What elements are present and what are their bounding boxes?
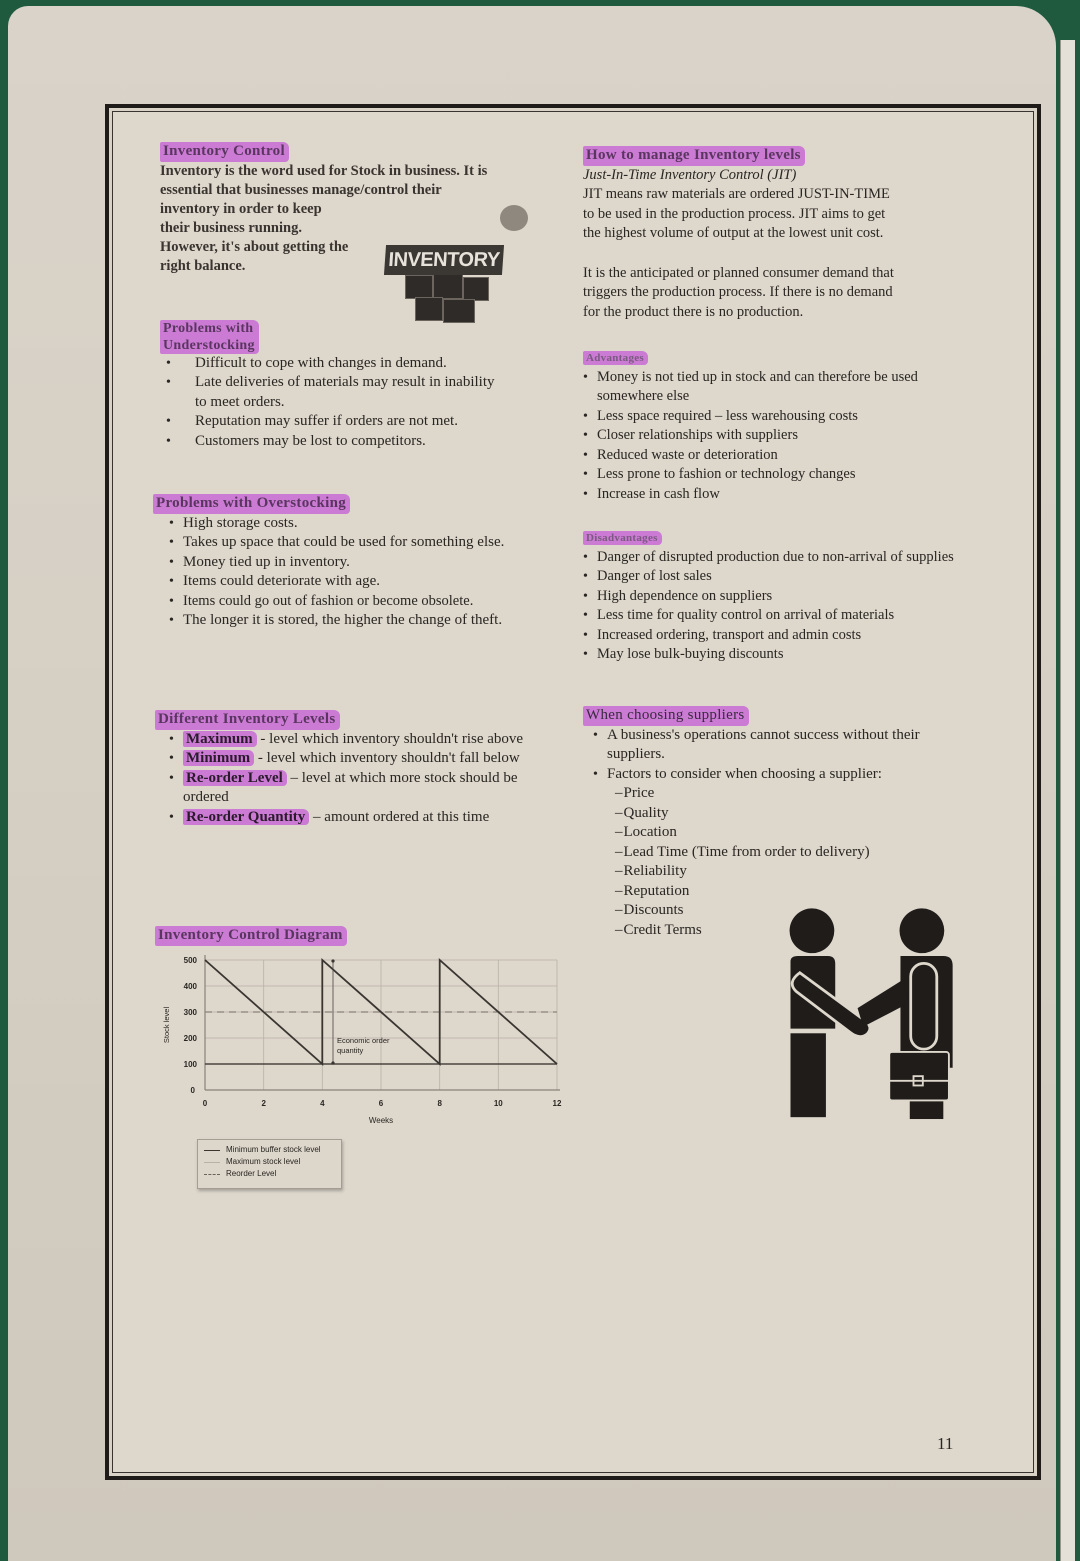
term-desc: - level which inventory shouldn't rise above: [256, 730, 524, 747]
figure-icon: [500, 205, 528, 231]
svg-text:0: 0: [202, 1099, 208, 1108]
list-item: • Items could deteriorate with age.: [169, 572, 519, 592]
legend-label: Minimum buffer stock level: [226, 1145, 321, 1154]
term-minimum: Minimum: [183, 750, 254, 766]
para-line: triggers the production process. If there is no demand: [583, 284, 893, 300]
crate-icon: [405, 275, 433, 299]
title-line: Problems with: [163, 321, 254, 336]
section-disadvantages: [583, 528, 963, 665]
section-advantages: [583, 348, 963, 504]
inventory-image: [385, 225, 505, 325]
eoq-label-2: quantity: [337, 1046, 364, 1055]
para-line: to be used in the production process. JIT aims to get: [583, 205, 886, 222]
svg-text:400: 400: [183, 982, 197, 991]
chart-svg: [155, 945, 575, 1135]
factor-item: – Location: [615, 823, 963, 843]
crate-icon: [415, 297, 443, 321]
inventory-levels-list: [155, 730, 524, 828]
advantages-list: [583, 368, 943, 505]
body-line: However, it's about getting the: [160, 238, 349, 255]
list-item: • Closer relationships with suppliers: [583, 426, 943, 446]
section-title-inventory-levels: Different Inventory Levels: [155, 710, 340, 730]
legend-swatch-dashed: [204, 1174, 220, 1175]
factor-item: – Price: [615, 784, 963, 804]
factor-item: – Quality: [615, 804, 963, 824]
section-title-advantages: Advantages: [583, 351, 648, 365]
legend-item: [204, 1144, 335, 1156]
svg-text:2: 2: [261, 1099, 266, 1108]
list-item: [169, 730, 524, 750]
section-title-disadvantages: Disadvantages: [583, 531, 662, 545]
legend-swatch-solid: [204, 1150, 220, 1151]
para-line: for the product there is no production.: [583, 303, 804, 320]
list-item: • Difficult to cope with changes in demand.: [160, 354, 545, 374]
factor-item: – Credit Terms: [615, 921, 963, 941]
factor-item: – Reliability: [615, 862, 963, 882]
factor-item: – Discounts: [615, 901, 963, 921]
para-line: It is the anticipated or planned consumer demand that: [583, 264, 894, 281]
list-item: • Less time for quality control on arrival of materials: [583, 606, 958, 626]
svg-text:4: 4: [320, 1099, 325, 1108]
list-item: • Less space required – less warehousing costs: [583, 407, 943, 427]
legend-item: [204, 1156, 335, 1168]
legend-swatch-light: [204, 1162, 220, 1163]
section-understocking: [160, 320, 545, 451]
x-axis-label: Weeks: [368, 1116, 394, 1125]
body-line: right balance.: [160, 257, 246, 274]
inventory-control-chart: [155, 945, 575, 1135]
list-item: • Reduced waste or deterioration: [583, 446, 943, 466]
overstocking-list: [153, 514, 519, 631]
list-item: • Increased ordering, transport and admin costs: [583, 626, 958, 646]
list-item: • High storage costs.: [169, 514, 519, 534]
handshake-icon: [770, 895, 975, 1125]
jit-para-1: [583, 185, 963, 244]
svg-text:6: 6: [378, 1099, 384, 1108]
term-reorder-quantity: Re-order Quantity: [183, 809, 309, 825]
list-item: • Reputation may suffer if orders are not met.: [160, 412, 545, 432]
svg-text:10: 10: [493, 1099, 503, 1108]
svg-text:200: 200: [183, 1034, 197, 1043]
list-item: • Money is not tied up in stock and can therefore be used somewhere else: [583, 368, 943, 407]
chart-legend: [197, 1139, 342, 1189]
section-title-overstocking: Problems with Overstocking: [153, 494, 350, 514]
body-line: essential that businesses manage/control their: [160, 181, 442, 198]
legend-label: Maximum stock level: [226, 1157, 301, 1166]
suppliers-list: [583, 726, 938, 785]
list-item: • High dependence on suppliers: [583, 587, 958, 607]
svg-text:12: 12: [552, 1099, 562, 1108]
section-title-manage-inventory: How to manage Inventory levels: [583, 146, 805, 166]
list-item: [169, 769, 524, 808]
title-line: Understocking: [163, 338, 255, 353]
x-tick-labels: [203, 1099, 562, 1108]
list-item: • Danger of disrupted production due to non-arrival of supplies: [583, 548, 958, 568]
list-item: • Factors to consider when choosing a supplier:: [593, 765, 938, 785]
list-item: • Customers may be lost to competitors.: [160, 432, 545, 452]
para-line: JIT means raw materials are ordered JUST-IN-TIME: [583, 186, 890, 202]
page-number: 11: [937, 1434, 954, 1453]
svg-text:0: 0: [190, 1086, 195, 1095]
understocking-list: [160, 354, 545, 452]
term-desc: – level at which more stock should be ordered: [183, 769, 518, 805]
list-item: • Danger of lost sales: [583, 567, 958, 587]
crate-icon: [463, 277, 489, 301]
para-line: the highest volume of output at the lowest unit cost.: [583, 225, 884, 241]
crate-icon: [433, 271, 463, 299]
section-title-understocking: [160, 320, 259, 354]
factor-item: – Reputation: [615, 882, 963, 902]
svg-text:300: 300: [183, 1008, 197, 1017]
section-title-inventory-control: Inventory Control: [160, 142, 289, 162]
list-item: • Less prone to fashion or technology changes: [583, 465, 943, 485]
eoq-label-1: Economic order: [337, 1036, 390, 1045]
term-reorder-level: Re-order Level: [183, 770, 287, 786]
inventory-image-label: INVENTORY: [384, 245, 504, 275]
list-item: • Late deliveries of materials may result in inability to meet orders.: [160, 373, 545, 412]
list-item: [169, 749, 524, 769]
list-item: • May lose bulk-buying discounts: [583, 645, 958, 665]
y-tick-labels: [184, 956, 198, 1095]
svg-text:500: 500: [183, 956, 197, 965]
section-diagram: [155, 926, 540, 946]
factor-item: – Lead Time (Time from order to delivery): [615, 843, 963, 863]
body-line: inventory in order to keep: [160, 200, 322, 217]
chart-gridlines: [205, 960, 557, 1090]
legend-item: [204, 1168, 335, 1180]
section-manage-inventory: [583, 146, 963, 322]
body-line: Inventory is the word used for Stock in business. It is: [160, 162, 488, 179]
jit-subtitle: Just-In-Time Inventory Control (JIT): [583, 166, 797, 183]
svg-text:100: 100: [183, 1060, 197, 1069]
jit-para-2: [583, 264, 963, 323]
body-line: their business running.: [160, 219, 302, 236]
list-item: • Takes up space that could be used for something else.: [169, 533, 519, 553]
list-item: • Items could go out of fashion or become obsolete.: [169, 592, 519, 612]
section-title-diagram: Inventory Control Diagram: [155, 926, 347, 946]
section-title-suppliers: When choosing suppliers: [583, 706, 749, 726]
section-overstocking: [153, 494, 538, 631]
legend-label: Reorder Level: [226, 1169, 277, 1178]
term-desc: – amount ordered at this time: [309, 808, 490, 825]
list-item: • The longer it is stored, the higher the change of theft.: [169, 611, 519, 631]
list-item: [169, 808, 524, 828]
page-edge: [1060, 40, 1075, 1561]
term-maximum: Maximum: [183, 731, 257, 747]
list-item: • Money tied up in inventory.: [169, 553, 519, 573]
list-item: • A business's operations cannot success without their suppliers.: [593, 726, 938, 765]
disadvantages-list: [583, 548, 958, 665]
y-axis-label: Stock level: [162, 1006, 171, 1044]
section-inventory-levels: [155, 710, 540, 827]
term-desc: - level which inventory shouldn't fall below: [254, 750, 520, 766]
svg-text:8: 8: [437, 1099, 442, 1108]
list-item: • Increase in cash flow: [583, 485, 943, 505]
